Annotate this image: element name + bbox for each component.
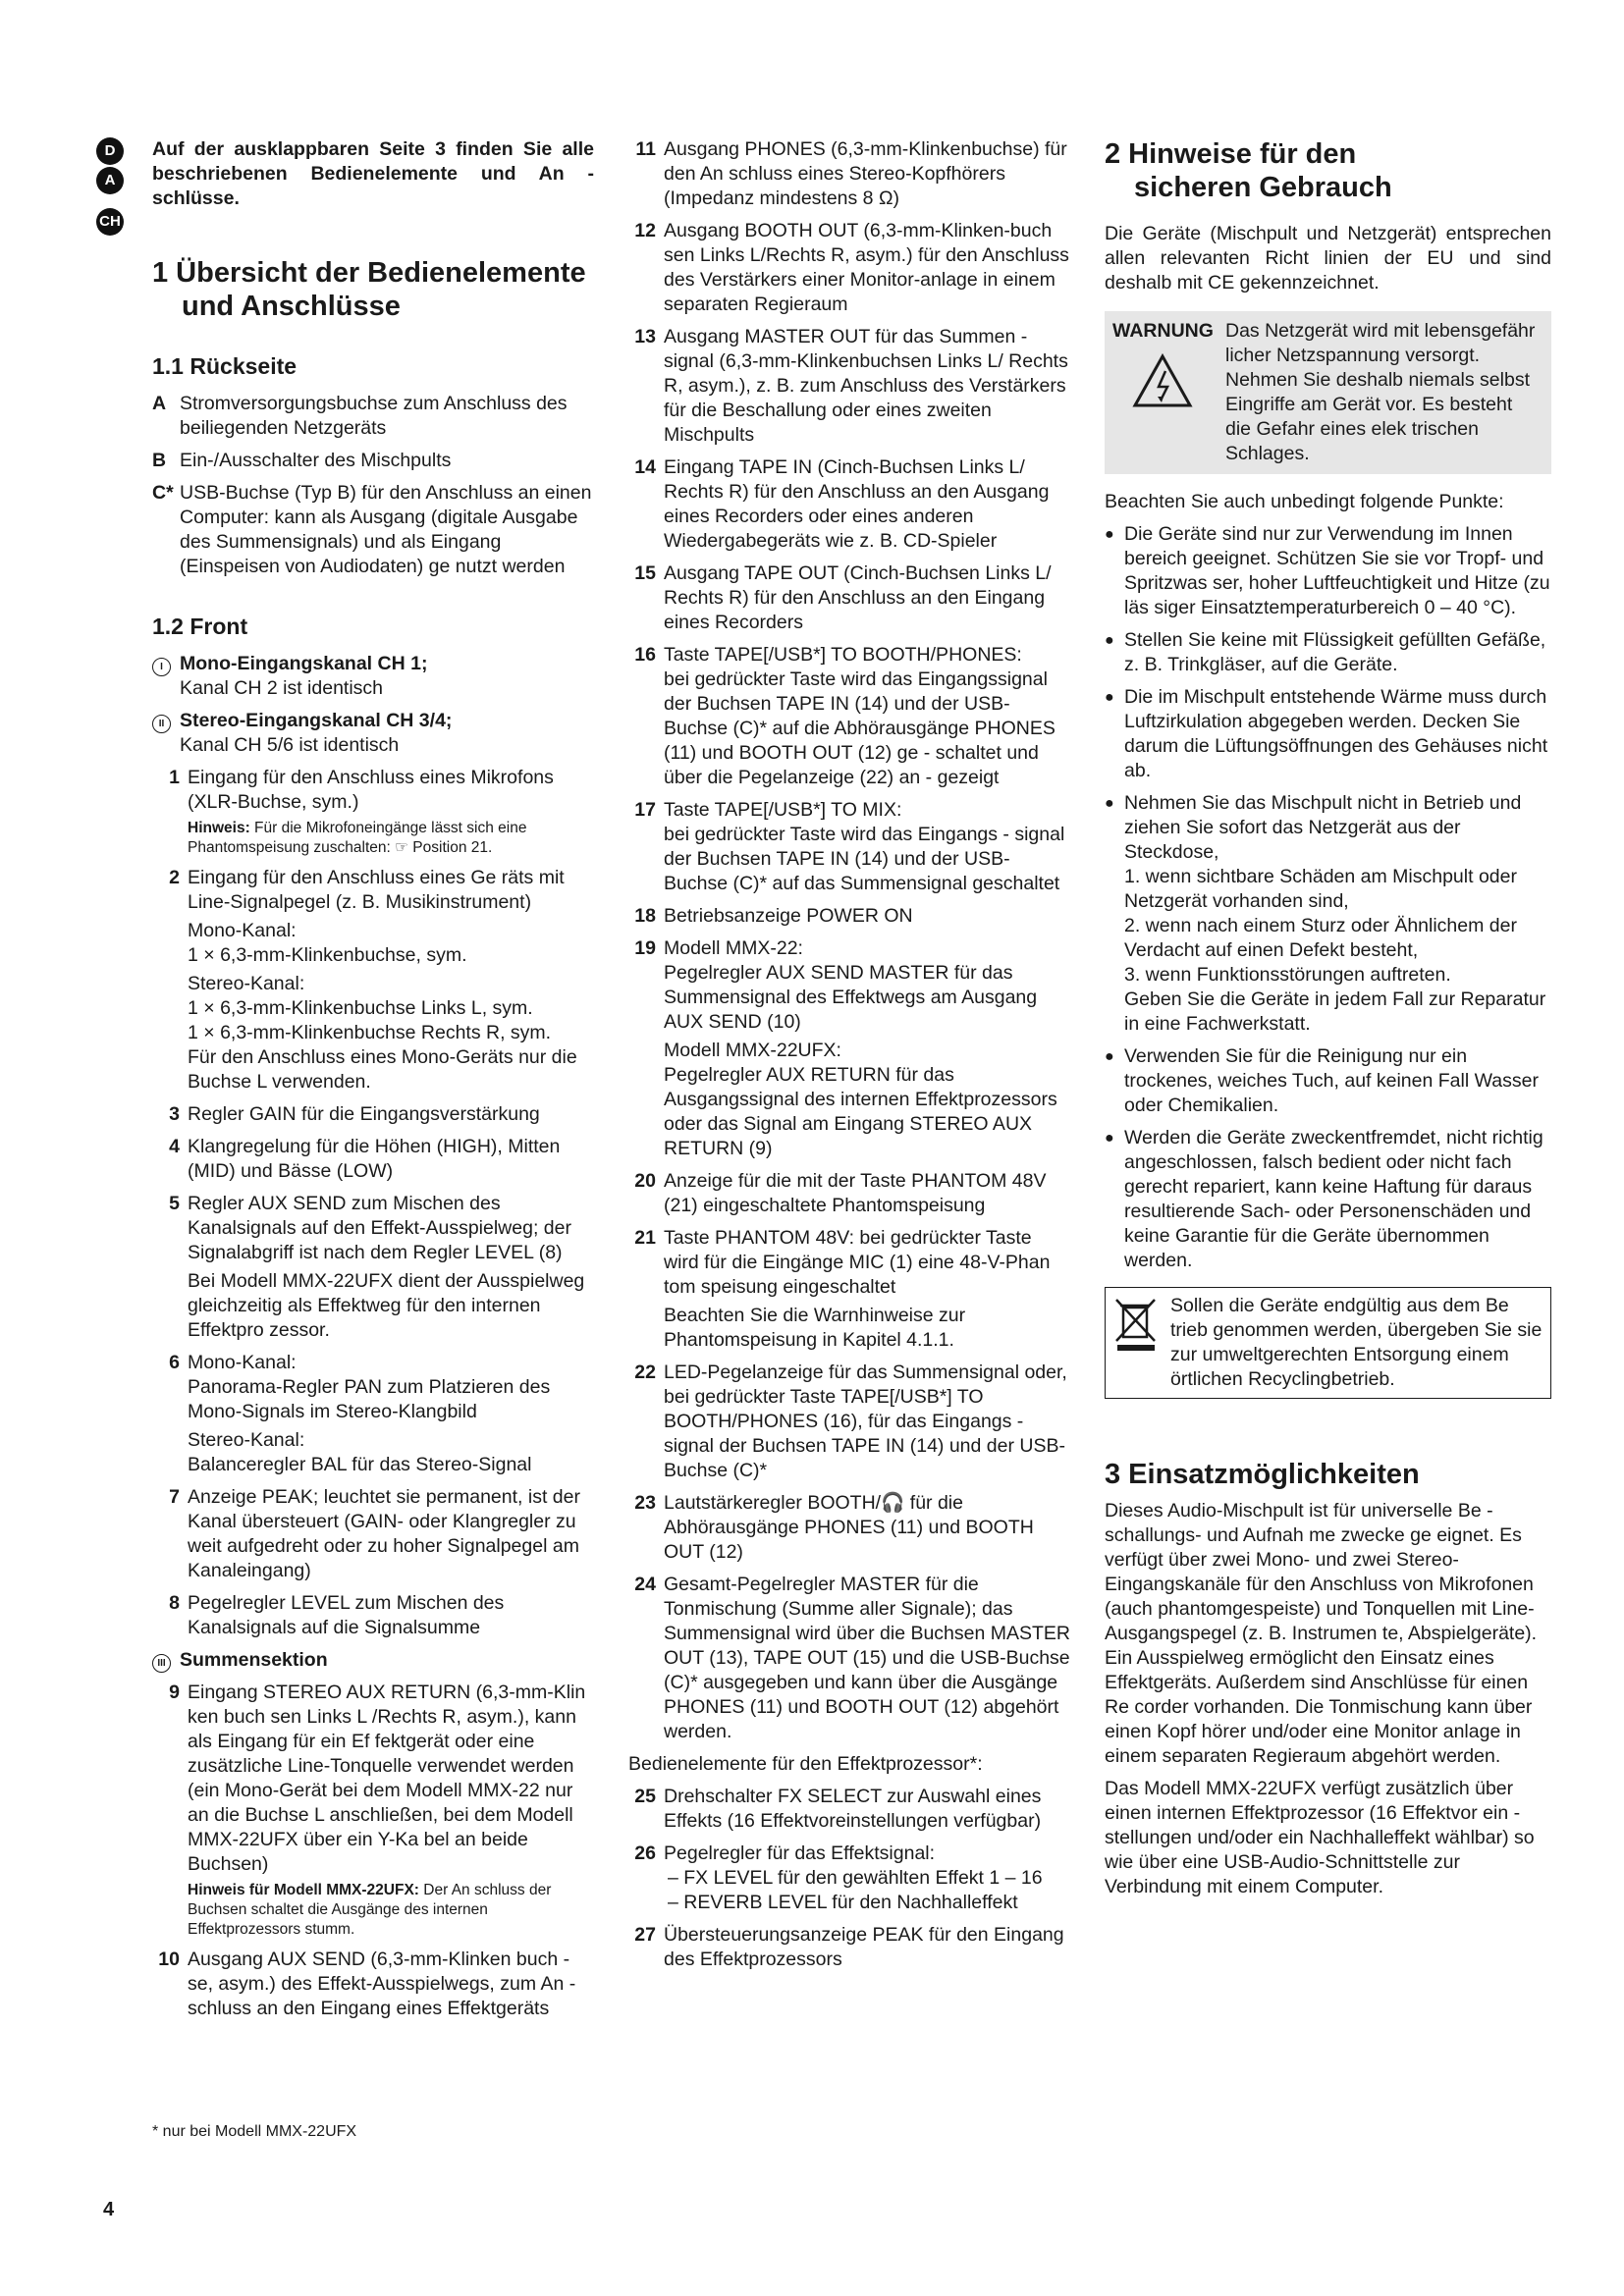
bullet-text: Werden die Geräte zweckentfremdet, nicht richtig angeschlossen, falsch bedient oder nicht fach gerecht repariert, kann keine Haftung für daraus resultierende Sach- oder Personenschäden und keine Garantie für die Geräte übernommen werden. [1124, 1127, 1543, 1271]
section-2-title [1105, 137, 1551, 204]
front-section-2 [152, 709, 594, 758]
item-number: 4 [169, 1136, 180, 1157]
item-number: 26 [634, 1842, 656, 1864]
section-heading: Stereo-Eingangskanal CH 3/4; [180, 710, 453, 731]
front-item-18 [628, 904, 1070, 929]
item-text: Eingang STEREO AUX RETURN (6,3-mm-Klin ken buch sen Links L /Rechts R, asym.), kann als Eingang für ein Ef fektgerät oder eine zusätzliche Line-Tonquelle verwendet werden (ein Mono-Gerät bei dem Modell MMX-22 nur an die Buchse L anschließen, bei dem Modell MMX-22UFX über ein Y-Ka bel an beide Buchsen) [188, 1682, 586, 1875]
section-3-p1: Dieses Audio-Mischpult ist für universelle Be - schallungs- und Aufnah me zwecke ge eignet. Es verfügt über zwei Mono- und zwei Stereo-Eingangskanäle für den Anschluss von Mikrofonen (auch phantomgespeiste) und Tonquellen mit Line-Ausgangspegel (z. B. Instrumen te, Abspielgeräte). Ein Ausspielweg ermöglicht den Einsatz eines Effektgeräts. Außerdem sind Anschlüsse für einen Re corder vorhanden. Die Tonmischung kann über einen Kopf hörer und/oder eine Monitor anlage in einem separaten Regieraum abgehört werden. [1105, 1500, 1538, 1767]
item-number: 18 [634, 905, 656, 927]
item-text: Gesamt-Pegelregler MASTER für die Tonmischung (Summe aller Signale); das Summensignal wird über die Buchsen MASTER OUT (13), TAPE OUT (15) und die USB-Buchse (C)* ausgegeben und kann über die Ausgänge PHONES (11) und BOOTH OUT (12) abgehört werden. [664, 1574, 1071, 1742]
item-text: Ausgang PHONES (6,3-mm-Klinkenbuchse) für den An schluss eines Stereo-Kopfhörers (Impedanz mindestens 8 Ω) [664, 138, 1067, 209]
front-item-15 [628, 561, 1070, 635]
bullet-text: Verwenden Sie für die Reinigung nur ein trockenes, weiches Tuch, auf keinen Fall Wasser oder Chemikalien. [1124, 1045, 1539, 1116]
front-item-17 [628, 798, 1070, 896]
item-number: 22 [634, 1362, 656, 1383]
dash-item: – REVERB LEVEL für den Nachhalleffekt [668, 1892, 1018, 1913]
section-2-intro: Die Geräte (Mischpult und Netzgerät) entsprechen allen relevanten Richt linien der EU und sind deshalb mit CE gekennzeichnet. [1105, 223, 1551, 294]
intro-text: Auf der ausklappbaren Seite 3 finden Sie alle beschriebenen Bedienelemente und An - schlüsse. [152, 138, 594, 209]
item-text: Regler GAIN für die Eingangsverstärkung [188, 1103, 540, 1125]
points-intro: Beachten Sie auch unbedingt folgende Punkte: [1105, 491, 1504, 512]
recycling-text: Sollen die Geräte endgültig aus dem Be trieb genommen werden, übergeben Sie sie zur umweltgerechten Entsorgung einem örtlichen Recyclingbetrieb. [1170, 1295, 1543, 1390]
item-number: 2 [169, 867, 180, 888]
page-number: 4 [103, 2199, 115, 2220]
item-number: 21 [634, 1227, 656, 1249]
front-item-5 [152, 1192, 594, 1343]
sub-text: 1 × 6,3-mm-Klinkenbuchse Rechts R, sym. [188, 1022, 552, 1043]
item-number: 8 [169, 1592, 180, 1614]
item-number: 17 [634, 799, 656, 821]
item-text: Anzeige für die mit der Taste PHANTOM 48V (21) eingeschaltete Phantomspeisung [664, 1170, 1047, 1216]
item-number: 3 [169, 1103, 180, 1125]
item-number: 10 [158, 1949, 180, 1970]
item-number: 9 [169, 1682, 180, 1703]
bullet-text: Stellen Sie keine mit Flüssigkeit gefüllten Gefäße, z. B. Trinkgläser, auf die Geräte. [1124, 629, 1546, 675]
item-title: Taste TAPE[/USB*] TO MIX: [664, 799, 902, 821]
front-item-16 [628, 643, 1070, 790]
item-number: 6 [169, 1352, 180, 1373]
item-text: Stromversorgungsbuchse zum Anschluss des beiliegenden Netzgeräts [180, 393, 568, 439]
item-number: 1 [169, 767, 180, 788]
front-item-20 [628, 1169, 1070, 1218]
item-text: Eingang TAPE IN (Cinch-Buchsen Links L/ Rechts R) für den Anschluss an den Ausgang eines Recorders oder eines anderen Wiedergabegeräts wie z. B. CD-Spieler [664, 456, 1050, 552]
item-note [188, 1881, 594, 1940]
bullet-text: Die Geräte sind nur zur Verwendung im Innen bereich geeignet. Schützen Sie sie vor Tropf- und Spritzwas ser, hoher Luftfeuchtigkeit und Hitze (zu läs siger Einsatztemperaturbereich 0 – 40 °C). [1124, 523, 1550, 618]
section-sub: Kanal CH 5/6 ist identisch [180, 734, 400, 756]
dash-item: – FX LEVEL für den gewählten Effekt 1 – 16 [668, 1867, 1043, 1889]
sub-label: Stereo-Kanal: [188, 973, 305, 994]
front-item-22 [628, 1361, 1070, 1483]
item-key: A [152, 393, 167, 414]
item-number: 14 [634, 456, 656, 478]
front-item-24 [628, 1573, 1070, 1744]
warning-box [1105, 311, 1551, 474]
front-item-26 [628, 1842, 1070, 1915]
front-item-23 [628, 1491, 1070, 1565]
section-heading: Summensektion [180, 1649, 328, 1671]
item-text: Ausgang AUX SEND (6,3-mm-Klinken buch - se, asym.) des Effekt-Ausspielwegs, zum An - schluss an den Eingang eines Effektgeräts [188, 1949, 576, 2019]
section-2-title-line2: sicheren Gebrauch [1134, 172, 1392, 203]
front-item-19 [628, 936, 1070, 1161]
item-text: Ein-/Ausschalter des Mischpults [180, 450, 452, 471]
column-1 [152, 137, 594, 2029]
item-note [188, 819, 594, 858]
front-item-12 [628, 219, 1070, 317]
front-title: 1.2 Front [152, 614, 248, 639]
rear-title: 1.1 Rückseite [152, 353, 298, 379]
crossed-out-bin-icon [1111, 1294, 1170, 1392]
item-text: Eingang für den Anschluss eines Ge räts mit Line-Signalpegel (z. B. Musikinstrument) [188, 867, 565, 913]
sub-text: Geben Sie die Geräte in jedem Fall zur Reparatur in eine Fachwerkstatt. [1124, 988, 1546, 1035]
language-badge-d: D [96, 137, 124, 165]
item-key: B [152, 450, 167, 471]
item-number: 24 [634, 1574, 656, 1595]
item-text: Regler AUX SEND zum Mischen des Kanalsignals auf den Effekt-Ausspielweg; der Signalabgriff ist nach dem Regler LEVEL (8) [188, 1193, 571, 1263]
section-3-title: 3 Einsatzmöglichkeiten [1105, 1459, 1420, 1490]
item-text: Pegelregler LEVEL zum Mischen des Kanalsignals auf die Signalsumme [188, 1592, 505, 1638]
item-number: 11 [635, 138, 656, 160]
section-3-p2: Das Modell MMX-22UFX verfügt zusätzlich über einen internen Effektprozessor (16 Effektvor ein - stellungen und/oder ein Nachhalleffekt wählbar) so wie über eine USB-Audio-Schnittstelle zur Verbindung mit einem Computer. [1105, 1778, 1535, 1897]
front-item-9 [152, 1681, 594, 1940]
rear-item-a [152, 392, 594, 441]
circle-marker: II [152, 715, 171, 733]
item-text: Ausgang BOOTH OUT (6,3-mm-Klinken-buch sen Links L/Rechts R, asym.) für den Anschluss des Verstärkers einer Monitor-anlage in einem separaten Regieraum [664, 220, 1069, 315]
item-number: 25 [634, 1786, 656, 1807]
front-item-11 [628, 137, 1070, 211]
item-number: 19 [634, 937, 656, 959]
item-text: Pegelregler AUX SEND MASTER für das Summensignal des Effektwegs am Ausgang AUX SEND (10) [664, 962, 1038, 1033]
note-label: Hinweis für Modell MMX-22UFX: [188, 1882, 419, 1898]
item-number: 13 [634, 326, 656, 347]
note-text: Für die Mikrofoneingänge lässt sich eine Phantomspeisung zuschalten: ☞ Position 21. [188, 820, 527, 856]
item-number: 20 [634, 1170, 656, 1192]
item-text: Anzeige PEAK; leuchtet sie permanent, ist der Kanal übersteuert (GAIN- oder Klangregler zu weit aufgedreht oder zu hoher Signalpegel am Kanaleingang) [188, 1486, 580, 1581]
language-badge-ch: CH [96, 208, 124, 236]
dash-text: REVERB LEVEL für den Nachhalleffekt [683, 1892, 1018, 1913]
section-sub: Kanal CH 2 ist identisch [180, 677, 384, 699]
item-text: Drehschalter FX SELECT zur Auswahl eines Effekts (16 Effektvoreinstellungen verfügbar) [664, 1786, 1042, 1832]
front-item-21 [628, 1226, 1070, 1353]
bullet-text: Die im Mischpult entstehende Wärme muss durch Luftzirkulation abgegeben werden. Decken Sie darum die Lüftungsöffnungen des Gehäuses nicht ab. [1124, 686, 1548, 781]
item-number: 27 [634, 1924, 656, 1946]
item-text: Pegelregler für das Effektsignal: [664, 1842, 936, 1864]
item-number: 23 [634, 1492, 656, 1514]
sub-text: Bei Modell MMX-22UFX dient der Ausspielweg gleichzeitig als Effektweg für den internen Effektpro zessor. [188, 1270, 585, 1341]
note-text: Der An schluss der Buchsen schaltet die Ausgänge des internen Effektprozessors stumm. [188, 1882, 552, 1938]
language-badge-a: A [96, 167, 124, 194]
front-section-1 [152, 652, 594, 701]
item-number: 5 [169, 1193, 180, 1214]
item-text: Ausgang MASTER OUT für das Summen - signal (6,3-mm-Klinkenbuchsen Links L/ Rechts R, asym.), z. B. zum Anschluss des Verstärkers für die Beschallung oder eines zweiten Mischpults [664, 326, 1068, 446]
item-title: Modell MMX-22: [664, 937, 803, 959]
sub-text: 2. wenn nach einem Sturz oder Ähnlichem der Verdacht auf einen Defekt besteht, [1124, 915, 1517, 961]
item-text: Eingang für den Anschluss eines Mikrofons (XLR-Buchse, sym.) [188, 767, 554, 813]
high-voltage-icon [1132, 353, 1225, 415]
item-number: 12 [634, 220, 656, 241]
item-text: Ausgang TAPE OUT (Cinch-Buchsen Links L/ Rechts R) für den Anschluss an den Eingang eines Recorders [664, 562, 1052, 633]
front-item-10 [152, 1948, 594, 2021]
item-number: 15 [634, 562, 656, 584]
item-title: Taste TAPE[/USB*] TO BOOTH/PHONES: [664, 644, 1022, 666]
sub-text: Balanceregler BAL für das Stereo-Signal [188, 1454, 532, 1475]
recycling-box [1105, 1287, 1551, 1399]
item-text: Pegelregler AUX RETURN für das Ausgangssignal des internen Effektprozessors oder das Signal am Eingang STEREO AUX RETURN (9) [664, 1064, 1057, 1159]
note-label: Hinweis: [188, 820, 250, 836]
section-heading: Mono-Eingangskanal CH 1; [180, 653, 428, 674]
bullet-text: Nehmen Sie das Mischpult nicht in Betrieb und ziehen Sie sofort das Netzgerät aus der Steckdose, [1124, 792, 1522, 863]
item-title: Modell MMX-22UFX: [664, 1040, 841, 1061]
section-1-title-line2: und Anschlüsse [182, 291, 401, 322]
bullet-item: ● Die Geräte sind nur zur Verwendung im Innen bereich geeignet. Schützen Sie sie vor Tropf- und Spritzwas ser, hoher Luftfeuchtigkeit und Hitze (zu läs siger Einsatztemperaturbereich 0 – 40 °C). [1105, 523, 1550, 618]
item-text: Übersteuerungsanzeige PEAK für den Eingang des Effektprozessors [664, 1924, 1064, 1970]
front-item-4 [152, 1135, 594, 1184]
sub-label: Mono-Kanal: [188, 920, 297, 941]
circle-marker: III [152, 1654, 171, 1673]
dash-text: FX LEVEL für den gewählten Effekt 1 – 16 [683, 1867, 1043, 1889]
item-text: USB-Buchse (Typ B) für den Anschluss an einen Computer: kann als Ausgang (digitale Ausgabe des Summensignals) und als Eingang (Einspeisen von Audiodaten) ge nutzt werden [180, 482, 592, 577]
warning-label: WARNUNG [1112, 320, 1214, 342]
column-2 [628, 137, 1070, 1980]
front-item-25 [628, 1785, 1070, 1834]
sub-text: Beachten Sie die Warnhinweise zur Phantomspeisung in Kapitel 4.1.1. [664, 1305, 966, 1351]
item-text: LED-Pegelanzeige für das Summensignal oder, bei gedrückter Taste TAPE[/USB*] TO BOOTH/PHONES (16), für das Eingangs - signal der Buchsen TAPE IN (14) und der USB-Buchse (C)* [664, 1362, 1067, 1481]
rear-item-b [152, 449, 594, 473]
front-item-6 [152, 1351, 594, 1477]
bullet-item: ● Werden die Geräte zweckentfremdet, nicht richtig angeschlossen, falsch bedient oder nicht fach gerecht repariert, kann keine Haftung für daraus resultierende Sach- oder Personenschäden und keine Garantie für die Geräte übernommen werden. [1105, 1126, 1551, 1273]
rear-item-c [152, 481, 594, 579]
item-text: Betriebsanzeige POWER ON [664, 905, 913, 927]
front-item-2 [152, 866, 594, 1095]
bullet-item: ● Verwenden Sie für die Reinigung nur ein trockenes, weiches Tuch, auf keinen Fall Wasser oder Chemikalien. [1105, 1044, 1551, 1118]
fx-heading: Bedienelemente für den Effektprozessor*: [628, 1753, 983, 1775]
sub-label: Stereo-Kanal: [188, 1429, 305, 1451]
item-number: 16 [634, 644, 656, 666]
warning-text: Das Netzgerät wird mit lebensgefähr licher Netzspannung versorgt. Nehmen Sie deshalb niemals selbst Eingriffe am Gerät vor. Es besteht die Gefahr eines elek trischen Schlages. [1225, 320, 1536, 464]
front-item-1 [152, 766, 594, 858]
front-item-27 [628, 1923, 1070, 1972]
front-item-14 [628, 455, 1070, 554]
footnote: * nur bei Modell MMX-22UFX [152, 2123, 357, 2140]
sub-text: Panorama-Regler PAN zum Platzieren des Mono-Signals im Stereo-Klangbild [188, 1376, 551, 1422]
item-number: 7 [169, 1486, 180, 1508]
circle-marker: I [152, 658, 171, 676]
bullet-item: ● Die im Mischpult entstehende Wärme muss durch Luftzirkulation abgegeben werden. Decken Sie darum die Lüftungsöffnungen des Gehäuses nicht ab. [1105, 685, 1551, 783]
section-1-title [152, 256, 594, 323]
column-3 [1105, 137, 1551, 1907]
section-2-title-line1: 2 Hinweise für den [1105, 138, 1357, 170]
sub-text: Für den Anschluss eines Mono-Geräts nur die Buchse L verwenden. [188, 1046, 577, 1093]
front-item-7 [152, 1485, 594, 1583]
bullet-item: ● Nehmen Sie das Mischpult nicht in Betrieb und ziehen Sie sofort das Netzgerät aus der Steckdose, 1. wenn sichtbare Schäden am Mischpult oder Netzgerät vorhanden sind, 2. wenn nach einem Sturz oder Ähnlichem der Verdacht auf einen Defekt besteht, 3. wenn Funktionsstörungen auftreten. Geben Sie die Geräte in jedem Fall zur Reparatur in eine Fachwerkstatt. [1105, 791, 1551, 1037]
front-section-3 [152, 1648, 594, 1673]
item-text: Klangregelung für die Höhen (HIGH), Mitten (MID) und Bässe (LOW) [188, 1136, 561, 1182]
sub-label: Mono-Kanal: [188, 1352, 297, 1373]
front-item-3 [152, 1102, 594, 1127]
section-1-title-line1: 1 Übersicht der Bedienelemente [152, 257, 586, 289]
front-item-13 [628, 325, 1070, 448]
item-key: C* [152, 482, 174, 504]
item-text: Lautstärkeregler BOOTH/🎧 für die Abhörausgänge PHONES (11) und BOOTH OUT (12) [664, 1492, 1034, 1563]
sub-text: 1 × 6,3-mm-Klinkenbuchse, sym. [188, 944, 467, 966]
item-text: bei gedrückter Taste wird das Eingangssignal der Buchsen TAPE IN (14) und der USB-Buchse (C)* auf die Abhörausgänge PHONES (11) und BOOTH OUT (12) ge - schaltet und über die Pegelanzeige (22) an - gezeigt [664, 668, 1056, 788]
sub-text: 1. wenn sichtbare Schäden am Mischpult oder Netzgerät vorhanden sind, [1124, 866, 1517, 912]
front-item-8 [152, 1591, 594, 1640]
sub-text: 3. wenn Funktionsstörungen auftreten. [1124, 964, 1451, 986]
bullet-item: ● Stellen Sie keine mit Flüssigkeit gefüllten Gefäße, z. B. Trinkgläser, auf die Geräte. [1105, 628, 1551, 677]
item-text: Taste PHANTOM 48V: bei gedrückter Taste wird für die Eingänge MIC (1) eine 48-V-Phan tom speisung eingeschaltet [664, 1227, 1051, 1298]
item-text: bei gedrückter Taste wird das Eingangs - signal der Buchsen TAPE IN (14) und der USB-Buchse (C)* auf das Summensignal geschaltet [664, 824, 1065, 894]
sub-text: 1 × 6,3-mm-Klinkenbuchse Links L, sym. [188, 997, 533, 1019]
